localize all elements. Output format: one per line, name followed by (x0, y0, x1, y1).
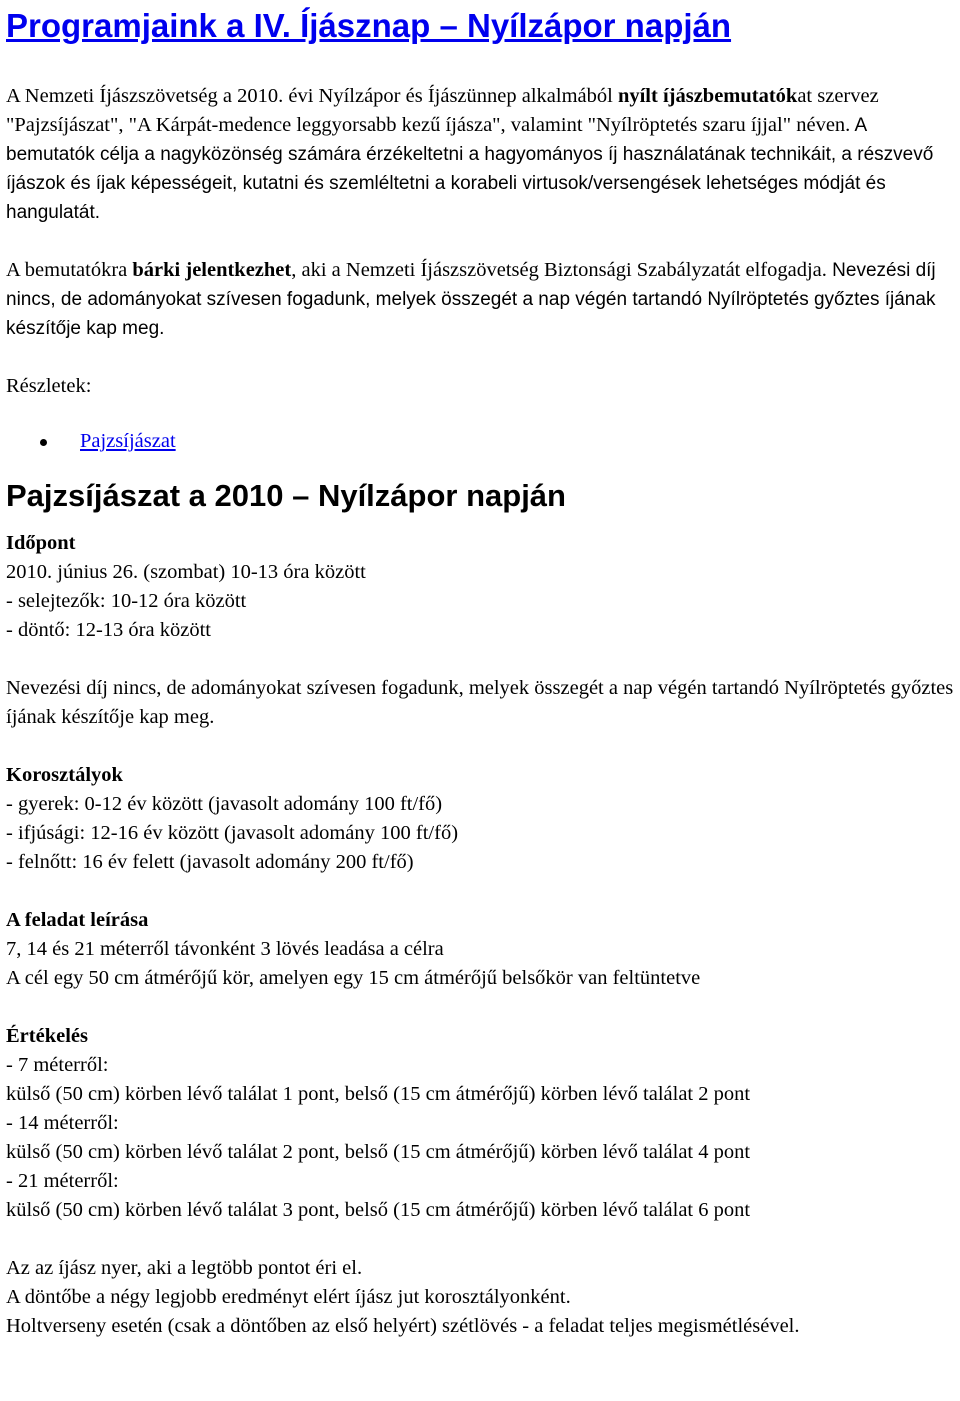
age-line: - ifjúsági: 12-16 év között (javasolt adomány 100 ft/fő) (6, 822, 459, 844)
scoring-line: külső (50 cm) körben lévő találat 3 pont, belső (15 cm átmérőjű) körben lévő találat 6 pont (6, 1199, 751, 1221)
age-section (6, 761, 960, 877)
time-line: - döntő: 12-13 óra között (6, 619, 211, 641)
intro-text-2: at szervez "Pajzsíjászat", "A Kárpát-medence leggyorsabb kezű íjásza", valamint "Nyílröptetés szaru íjjal" néven. (6, 85, 879, 136)
time-line: - selejtezők: 10-12 óra között (6, 590, 247, 612)
pajzsijaszat-link[interactable]: Pajzsíjászat (80, 430, 176, 452)
section-title: Pajzsíjászat a 2010 – Nyílzápor napján (6, 478, 566, 513)
scoring-line: - 7 méterről: (6, 1054, 109, 1076)
scoring-line: külső (50 cm) körben lévő találat 1 pont, belső (15 cm átmérőjű) körben lévő találat 2 pont (6, 1083, 751, 1105)
bullet-icon (40, 439, 47, 446)
scoring-line: - 14 méterről: (6, 1112, 119, 1134)
task-section (6, 906, 960, 993)
final-line: Holtverseny esetén (csak a döntőben az első helyért) szétlövés - a feladat teljes megismétlésével. (6, 1315, 800, 1337)
task-line: A cél egy 50 cm átmérőjű kör, amelyen egy 15 cm átmérőjű belsőkör van feltüntetve (6, 967, 701, 989)
task-heading: A feladat leírása (6, 909, 149, 931)
time-heading: Időpont (6, 532, 76, 554)
signup-paragraph (6, 256, 960, 343)
fee-paragraph: Nevezési díj nincs, de adományokat szívesen fogadunk, melyek összegét a nap végén tartandó Nyílröptetés győztes íjának készítője kap meg. (6, 677, 954, 728)
scoring-heading: Értékelés (6, 1025, 88, 1047)
intro-paragraph (6, 82, 960, 227)
time-section (6, 529, 960, 645)
intro-bold-text: nyílt íjászbemutatók (617, 85, 798, 107)
details-link-list (6, 427, 960, 456)
scoring-line: külső (50 cm) körben lévő találat 2 pont, belső (15 cm átmérőjű) körben lévő találat 4 pont (6, 1141, 751, 1163)
intro-text-3: A bemutatók célja a nagyközönség számára érzékeltetni a hagyományos íj használatának technikáit, a részvevő íjászok és íjak képességeit, kutatni és szemléltetni a korabeli virtusok/versengések lehetséges módját és hangulatát. (6, 115, 934, 223)
signup-bold-text: bárki jelentkezhet (132, 259, 292, 281)
details-label: Részletek: (6, 375, 92, 397)
list-item (6, 427, 960, 456)
scoring-section (6, 1022, 960, 1225)
signup-text-1: A bemutatókra (6, 259, 133, 281)
age-line: - felnőtt: 16 év felett (javasolt adomány 200 ft/fő) (6, 851, 414, 873)
age-line: - gyerek: 0-12 év között (javasolt adomány 100 ft/fő) (6, 793, 443, 815)
final-section (6, 1254, 960, 1341)
intro-text-1: A Nemzeti Íjászszövetség a 2010. évi Nyílzápor és Íjászünnep alkalmából (6, 85, 618, 107)
page-title-link[interactable]: Programjaink a IV. Íjásznap – Nyílzápor napján (6, 7, 732, 44)
age-heading: Korosztályok (6, 764, 123, 786)
signup-text-3: Nevezési díj nincs, de adományokat szívesen fogadunk, melyek összegét a nap végén tartandó Nyílröptetés győztes íjának készítője kap meg. (6, 260, 936, 339)
final-line: Az az íjász nyer, aki a legtöbb pontot éri el. (6, 1257, 363, 1279)
scoring-line: - 21 méterről: (6, 1170, 119, 1192)
task-line: 7, 14 és 21 méterről távonként 3 lövés leadása a célra (6, 938, 444, 960)
final-line: A döntőbe a négy legjobb eredményt elért íjász jut korosztályonként. (6, 1286, 571, 1308)
time-line: 2010. június 26. (szombat) 10-13 óra között (6, 561, 366, 583)
signup-text-2: , aki a Nemzeti Íjászszövetség Biztonsági Szabályzatát elfogadja. (291, 259, 827, 281)
